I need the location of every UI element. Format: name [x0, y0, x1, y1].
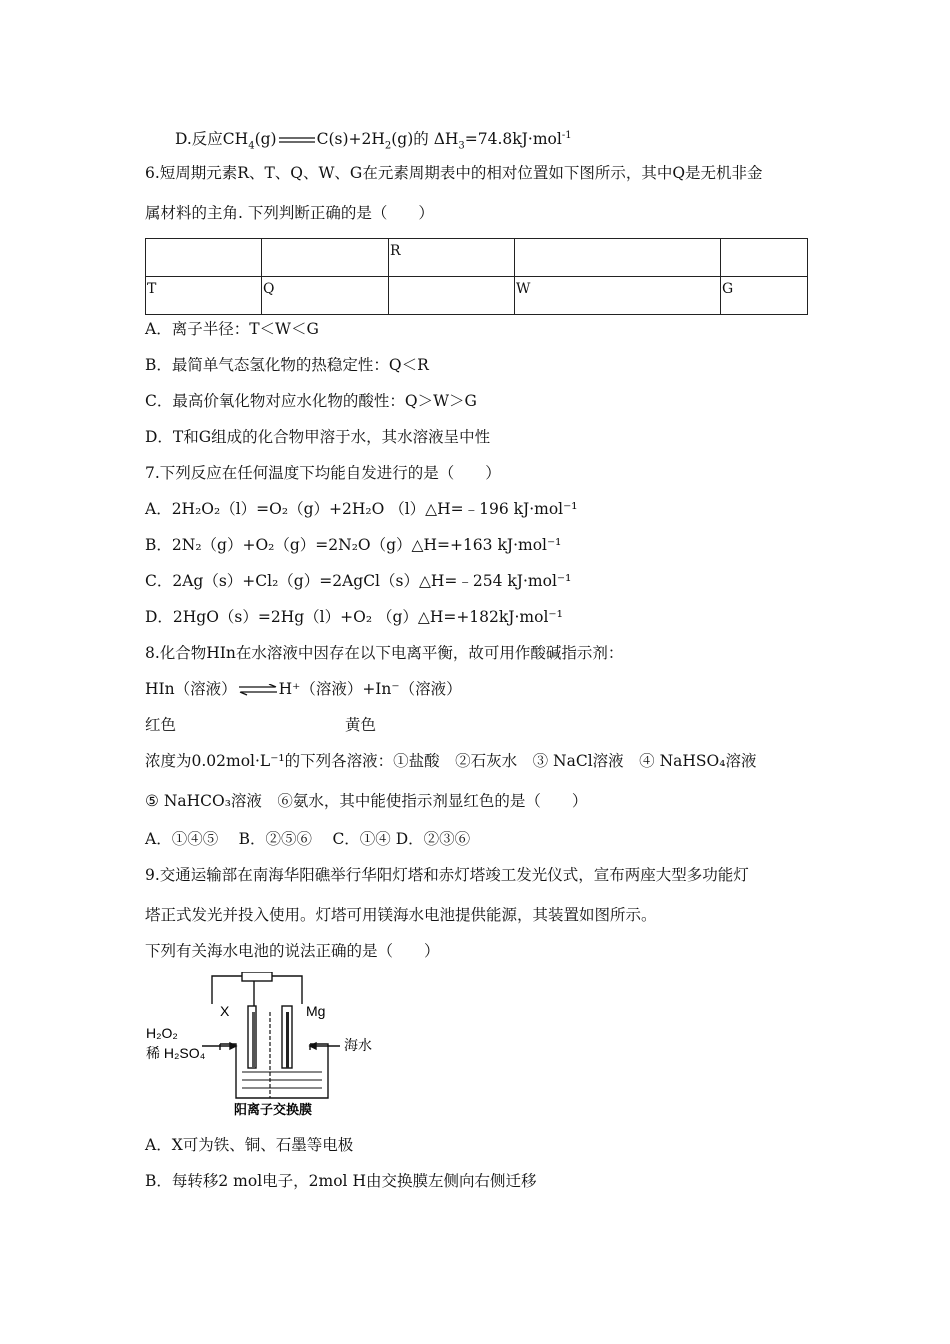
- seawater-battery-figure: [142, 972, 382, 1117]
- label-h2o2: H₂O₂: [146, 1025, 178, 1041]
- q8-color-left: 红色: [145, 716, 177, 734]
- label-mg: Mg: [306, 1003, 326, 1019]
- table-row: [146, 239, 808, 277]
- table-cell: G: [721, 277, 808, 315]
- q6-stem-line1: 6.短周期元素R、T、Q、W、G在元素周期表中的相对位置如下图所示，其中Q是无机非金: [145, 164, 763, 182]
- periodic-table-fragment: [145, 238, 808, 315]
- q9-stem-line2: 塔正式发光并投入使用。灯塔可用镁海水电池提供能源，其装置如图所示。: [145, 906, 657, 924]
- label-dilute-h2so4: 稀 H₂SO₄: [146, 1045, 206, 1061]
- q7-stem: 7.下列反应在任何温度下均能自发进行的是（ ）: [145, 464, 501, 482]
- q8-line4: ⑤ NaHCO₃溶液 ⑥氨水，其中能使指示剂显红色的是（ ）: [145, 792, 588, 810]
- q7-option-b: B．2N₂（g）+O₂（g）=2N₂O（g）△H=+163 kJ·mol⁻¹: [145, 536, 562, 554]
- q8-stem: 8.化合物HIn在水溶液中因存在以下电离平衡，故可用作酸碱指示剂：: [145, 644, 624, 662]
- q8-options: A．①④⑤ B．②⑤⑥ C．①④ D．②③⑥: [145, 830, 471, 848]
- container: [220, 1044, 328, 1098]
- equilibrium-arrow-icon: [237, 684, 279, 696]
- label-x: X: [220, 1003, 230, 1019]
- electrode-mg-core: [286, 1012, 289, 1068]
- q6-option-b: B．最简单气态氢化物的热稳定性：Q＜R: [145, 356, 429, 374]
- q6-option-a: A．离子半径：T＜W＜G: [145, 320, 319, 338]
- q6-stem-line2: 属材料的主角. 下列判断正确的是（ ）: [145, 204, 434, 222]
- q7-option-c: C．2Ag（s）+Cl₂（g）=2AgCl（s）△H=﹣254 kJ·mol⁻¹: [145, 572, 572, 590]
- electrode-x-core: [252, 1012, 255, 1068]
- table-cell: [515, 239, 721, 277]
- q9-stem-line3: 下列有关海水电池的说法正确的是（ ）: [145, 942, 440, 960]
- table-cell: [389, 277, 515, 315]
- table-cell: R: [389, 239, 515, 277]
- q8-line3: 浓度为0.02mol·L⁻¹的下列各溶液：①盐酸 ②石灰水 ③ NaCl溶液 ④ NaHSO₄溶液: [145, 752, 757, 770]
- q7-option-a: A．2H₂O₂（l）=O₂（g）+2H₂O （l）△H=﹣196 kJ·mol⁻¹: [145, 500, 578, 518]
- q7-option-d: D．2HgO（s）=2Hg（l）+O₂ （g）△H=+182kJ·mol⁻¹: [145, 608, 563, 626]
- q9-stem-line1: 9.交通运输部在南海华阳礁举行华阳灯塔和赤灯塔竣工发光仪式，宣布两座大型多功能灯: [145, 866, 749, 884]
- table-cell: [146, 239, 262, 277]
- table-cell: Q: [262, 277, 389, 315]
- q9-option-b: B．每转移2 mol电子，2mol H由交换膜左侧向右侧迁移: [145, 1172, 537, 1190]
- table-cell: W: [515, 277, 721, 315]
- q6-option-c: C．最高价氧化物对应水化物的酸性：Q＞W＞G: [145, 392, 477, 410]
- resistor-icon: [242, 972, 272, 981]
- q8-equilibrium: HIn（溶液） H⁺（溶液）+In⁻（溶液）: [145, 680, 462, 698]
- table-cell: [262, 239, 389, 277]
- q8-color-right: 黄色: [345, 716, 377, 734]
- label-seawater: 海水: [344, 1037, 372, 1053]
- table-row: [146, 277, 808, 315]
- q9-option-a: A．X可为铁、铜、石墨等电极: [145, 1136, 354, 1154]
- label-membrane: 阳离子交换膜: [234, 1102, 313, 1117]
- q6-option-d: D．T和G组成的化合物甲溶于水，其水溶液呈中性: [145, 428, 491, 446]
- table-cell: T: [146, 277, 262, 315]
- equal-sign-icon: [277, 135, 317, 145]
- q5-option-d: D.反应$CH_4(g)$ $C(s)+2H_2(g)$的 $\Delta H_3=74.8kJ\cdot mol^{-1}$: [175, 130, 572, 152]
- table-cell: [721, 239, 808, 277]
